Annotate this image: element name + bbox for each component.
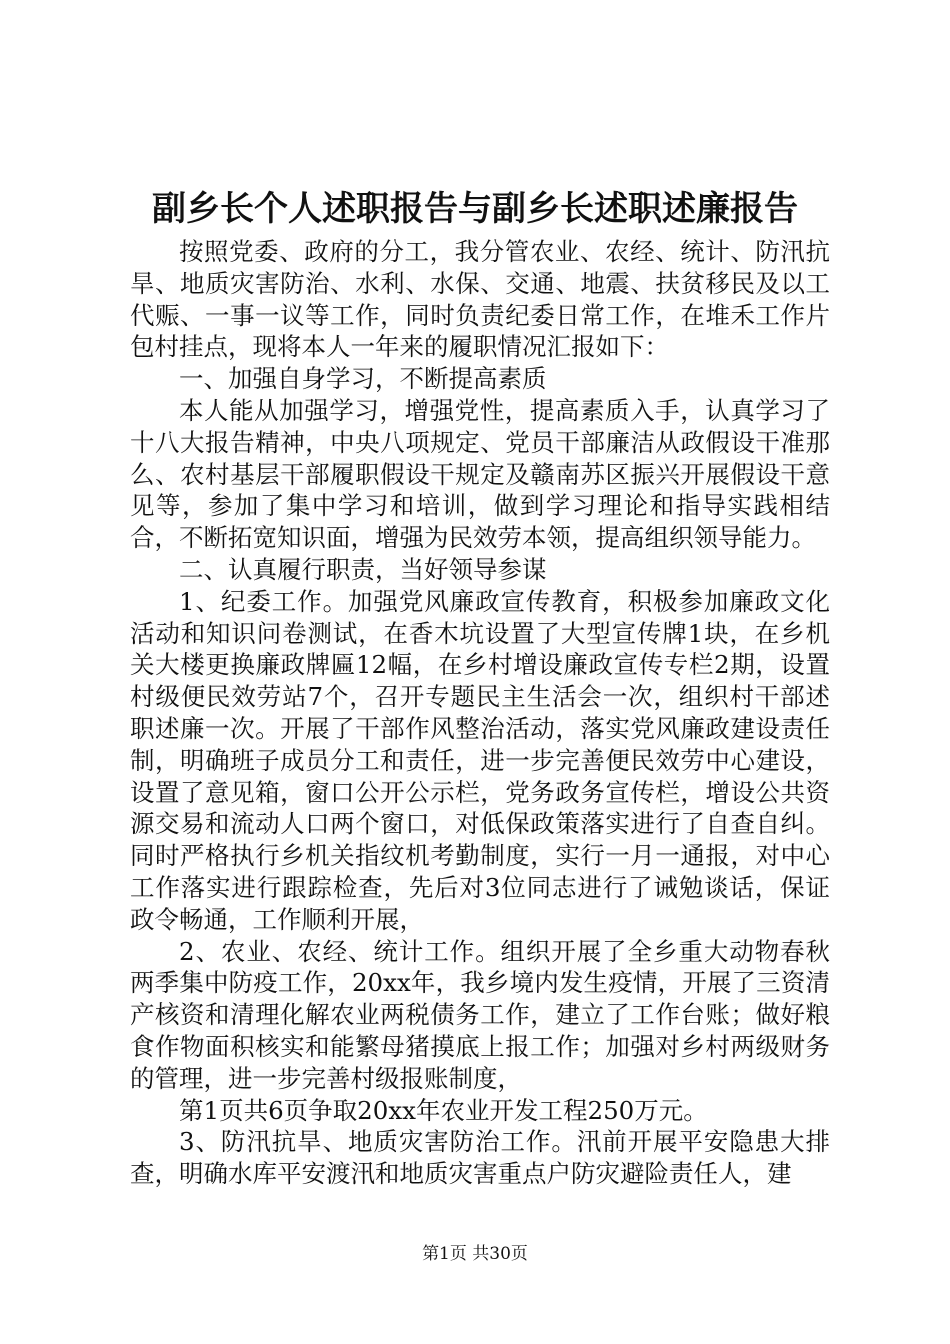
paragraph-study: 本人能从加强学习，增强党性，提高素质入手，认真学习了十八大报告精神，中央八项规定、党员干部廉洁从政假设干准那么、农村基层干部履职假设干规定及赣南苏区振兴开展假设干意见等，参加了集中学习和培训，做到学习理论和指导实践相结合，不断拓宽知识面，增强为民效劳本领，提高组织领导能力。 bbox=[130, 395, 830, 553]
document-body bbox=[130, 236, 830, 1190]
paragraph-discipline-work: 1、纪委工作。加强党风廉政宣传教育，积极参加廉政文化活动和知识问卷测试，在香木坑设置了大型宣传牌1块，在乡机关大楼更换廉政牌匾12幅，在乡村增设廉政宣传专栏2期，设置村级便民效劳站7个，召开专题民主生活会一次，组织村干部述职述廉一次。开展了干部作风整治活动，落实党风廉政建设责任制，明确班子成员分工和责任，进一步完善便民效劳中心建设，设置了意见箱，窗口公开公示栏，党务政务宣传栏，增设公共资源交易和流动人口两个窗口，对低保政策落实进行了自查自纠。同时严格执行乡机关指纹机考勤制度，实行一月一通报，对中心工作落实进行跟踪检查，先后对3位同志进行了诫勉谈话，保证政令畅通，工作顺利开展， bbox=[130, 586, 830, 934]
section-heading-1: 一、加强自身学习，不断提高素质 bbox=[179, 364, 547, 394]
page-footer: 第1页 共30页 bbox=[422, 1244, 528, 1264]
paragraph-page-note: 第1页共6页争取20xx年农业开发工程250万元。 bbox=[179, 1095, 708, 1125]
section-heading-2: 二、认真履行职责，当好领导参谋 bbox=[179, 554, 547, 584]
paragraph-intro: 按照党委、政府的分工，我分管农业、农经、统计、防汛抗旱、地质灾害防治、水利、水保、交通、地震、扶贫移民及以工代赈、一事一议等工作，同时负责纪委日常工作，在堆禾工作片包村挂点，现将本人一年来的履职情况汇报如下： bbox=[130, 237, 830, 362]
paragraph-agriculture-work: 2、农业、农经、统计工作。组织开展了全乡重大动物春秋两季集中防疫工作，20xx年，我乡境内发生疫情，开展了三资清产核资和清理化解农业两税债务工作，建立了工作台账；做好粮食作物面积核实和能繁母猪摸底上报工作；加强对乡村两级财务的管理，进一步完善村级报账制度， bbox=[130, 936, 830, 1093]
document-title: 副乡长个人述职报告与副乡长述职述廉报告 bbox=[152, 189, 798, 229]
paragraph-flood-control: 3、防汛抗旱、地质灾害防治工作。汛前开展平安隐患大排查，明确水库平安渡汛和地质灾害重点户防灾避险责任人，建 bbox=[130, 1127, 830, 1189]
